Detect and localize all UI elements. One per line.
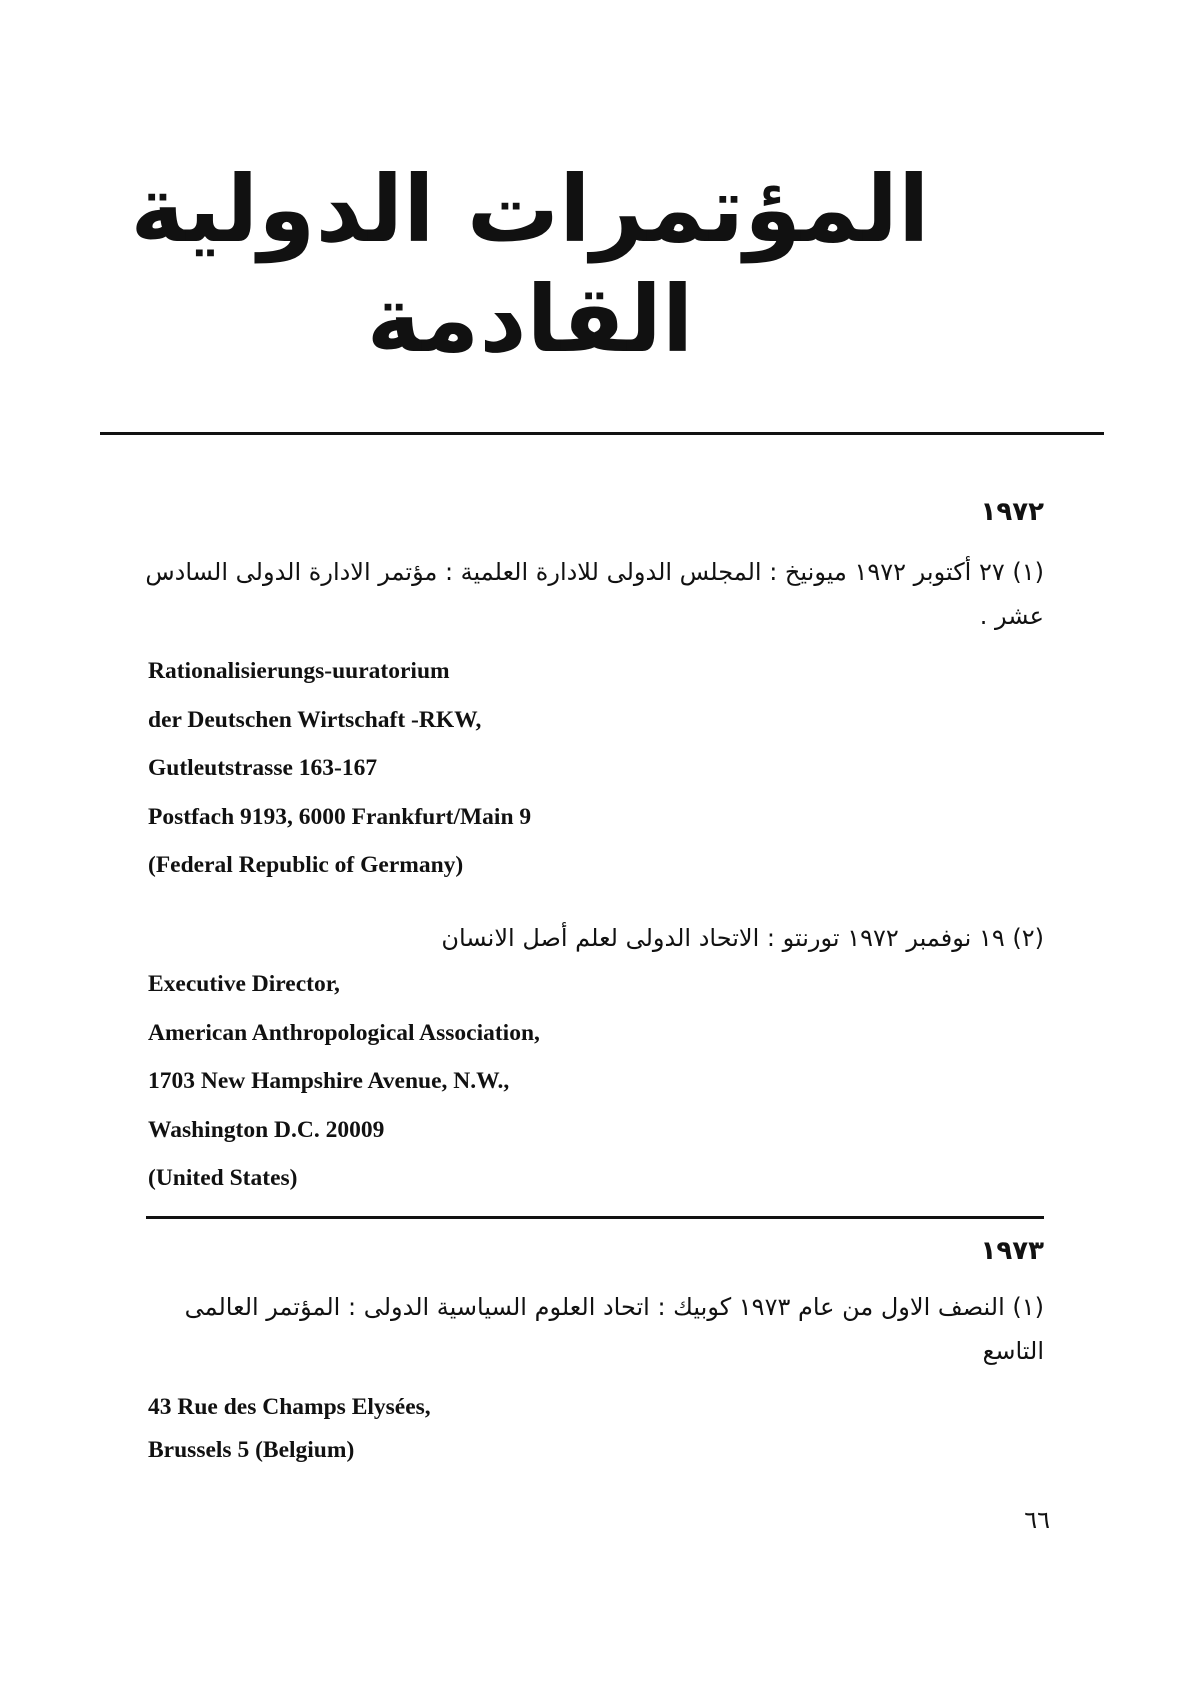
address-line: (United States) — [148, 1165, 298, 1191]
address-line: der Deutschen Wirtschaft -RKW, — [148, 706, 482, 733]
entry-1972-1-arabic: (١) ٢٧ أكتوبر ١٩٧٢ ميونيخ : المجلس الدولى للادارة العلمية : مؤتمر الادارة الدولى السادس عشر . — [145, 558, 1044, 630]
address-line: Rationalisierungs-uuratorium — [148, 658, 450, 684]
entry-1973-1-address — [148, 1386, 431, 1472]
section-year-1972: ١٩٧٢ — [980, 497, 1044, 527]
entry-1972-2-arabic: (٢) ١٩ نوفمبر ١٩٧٢ تورنتو : الاتحاد الدولى لعلم أصل الانسان — [441, 924, 1044, 952]
address-line: Gutleutstrasse 163-167 — [148, 755, 378, 781]
entry-1973-1-arabic: (١) النصف الاول من عام ١٩٧٣ كوبيك : اتحاد العلوم السياسية الدولى : المؤتمر العالمى التاسع — [184, 1293, 1044, 1365]
address-line: 1703 New Hampshire Avenue, N.W., — [148, 1068, 510, 1094]
address-line: Washington D.C. 20009 — [148, 1116, 385, 1143]
address-line: Postfach 9193, 6000 Frankfurt/Main 9 — [148, 803, 532, 830]
address-line: American Anthropological Association, — [148, 1019, 540, 1046]
page-title: المؤتمرات الدولية القادمة — [130, 156, 930, 374]
address-line: (Federal Republic of Germany) — [148, 852, 464, 878]
address-line: Brussels 5 (Belgium) — [148, 1437, 355, 1463]
entry-1972-1-address — [148, 647, 531, 890]
section-divider — [146, 1216, 1044, 1219]
address-line: Executive Director, — [148, 971, 340, 997]
top-divider — [100, 432, 1104, 435]
section-year-1973: ١٩٧٣ — [980, 1236, 1044, 1266]
page-number: ٦٦ — [1024, 1506, 1050, 1534]
address-line: 43 Rue des Champs Elysées, — [148, 1394, 431, 1420]
entry-1972-2-address — [148, 960, 540, 1203]
